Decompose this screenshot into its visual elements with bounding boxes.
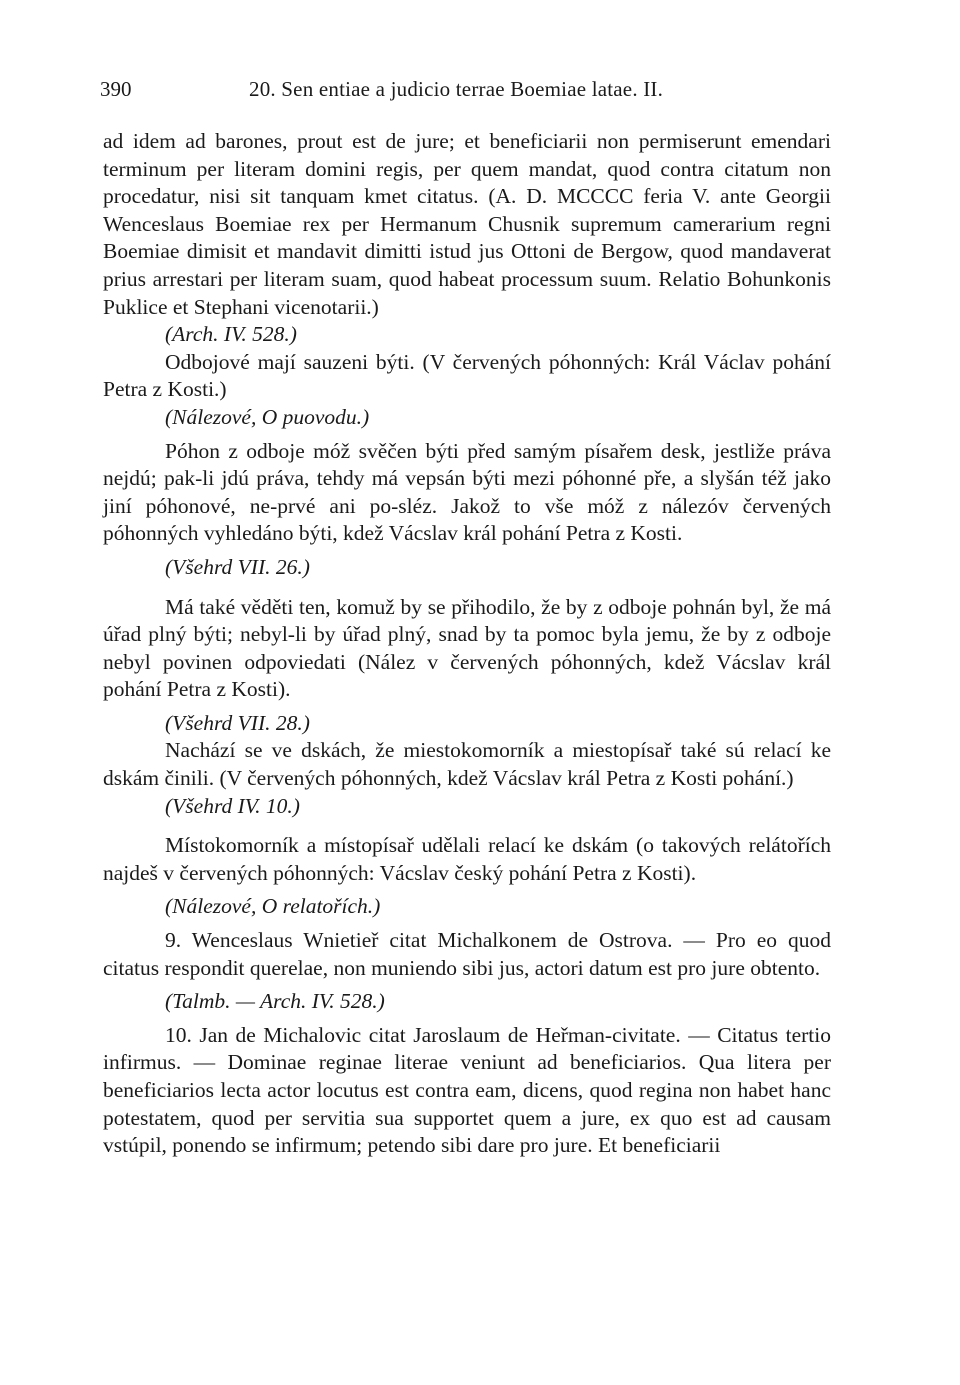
citation: (Arch. IV. 528.) [165, 322, 297, 347]
text-body [103, 128, 831, 1160]
citation: (Nálezové, O relatořích.) [165, 894, 381, 919]
citation: (Nálezové, O puovodu.) [165, 404, 370, 429]
page-number: 390 [100, 77, 132, 101]
citation: (Všehrd VII. 28.) [165, 710, 310, 735]
running-head [100, 72, 830, 106]
paragraph: 10. Jan de Michalovic citat Jaroslaum de Heřman-civitate. — Citatus tertio infirmus. — Dominae reginae literae veniunt ad beneficiarios. Qua litera per beneficiarios lecta actor locutus est contra eam, dicens, quod regina non habet hanc potestatem, quod per servitia sua supportet quem a jure, ex quo est ad causam vstúpil, ponendo se infirmum; petendo sibi dare pro jure. Et beneficiarii [103, 1022, 831, 1158]
paragraph: Póhon z odboje móž svěčen býti před samým písařem desk, jestliže práva nejdú; pak-li jdú práva, tehdy má vepsán býti mezi póhonné pře, a slyšán též jako jiní póhonové, ne-prvé ani po-sléz. Jakož to vše móž z nálezóv červených póhonných vyhledáno býti, kdež Vácslav král pohání Petra z Kosti. [103, 438, 831, 546]
citation: (Všehrd VII. 26.) [165, 554, 310, 579]
paragraph-continuation: ad idem ad barones, prout est de jure; et beneficiarii non permiserunt emendari terminum per literam domini regis, per quem mandat, quod contra citatum non procedatur, nisi sit tanquam kmet citatus. (A. D. MCCCC feria V. ante Georgii Wenceslaus Boemiae rex per Hermanum Chusnik supremum camerarium regni Boemiae dimisit et mandavit dimitti istud jus Ottoni de Bergow, quod mandaverat prius arrestari per literam suam, quod habeat processum suum. Relatio Bohunkonis Puklice et Stephani vicenotarii.) [103, 129, 831, 319]
paragraph: Odbojové mají sauzeni býti. (V červených póhonných: Král Václav pohání Petra z Kosti.) [103, 349, 831, 402]
citation: (Talmb. — Arch. IV. 528.) [165, 989, 385, 1014]
running-title: 20. Sen entiae a judicio terrae Boemiae latae. II. [249, 77, 664, 101]
paragraph: Nachází se ve dskách, že miestokomorník a miestopísař také sú relací ke dskám činili. (V červených póhonných, kdež Vácslav král Petra z Kosti pohání.) [103, 738, 831, 791]
paragraph: Má také věděti ten, komuž by se přihodilo, že by z odboje pohnán byl, že má úřad plný býti; nebyl-li by úřad plný, snad by ta pomoc byla jemu, že by z odboje nebyl povinen odpoviedati (Nález v červených póhonných, kdež Vácslav král pohání Petra z Kosti). [103, 594, 831, 702]
citation: (Všehrd IV. 10.) [165, 793, 300, 818]
paragraph: 9. Wenceslaus Wnietieř citat Michalkonem de Ostrova. — Pro eo quod citatus respondit querelae, non muniendo sibi jus, actori datum est pro jure obtento. [103, 928, 831, 980]
paragraph: Místokomorník a místopísař udělali relací ke dskám (o takových relátořích najdeš v červených póhonných: Vácslav český pohání Petra z Kosti). [103, 833, 831, 885]
